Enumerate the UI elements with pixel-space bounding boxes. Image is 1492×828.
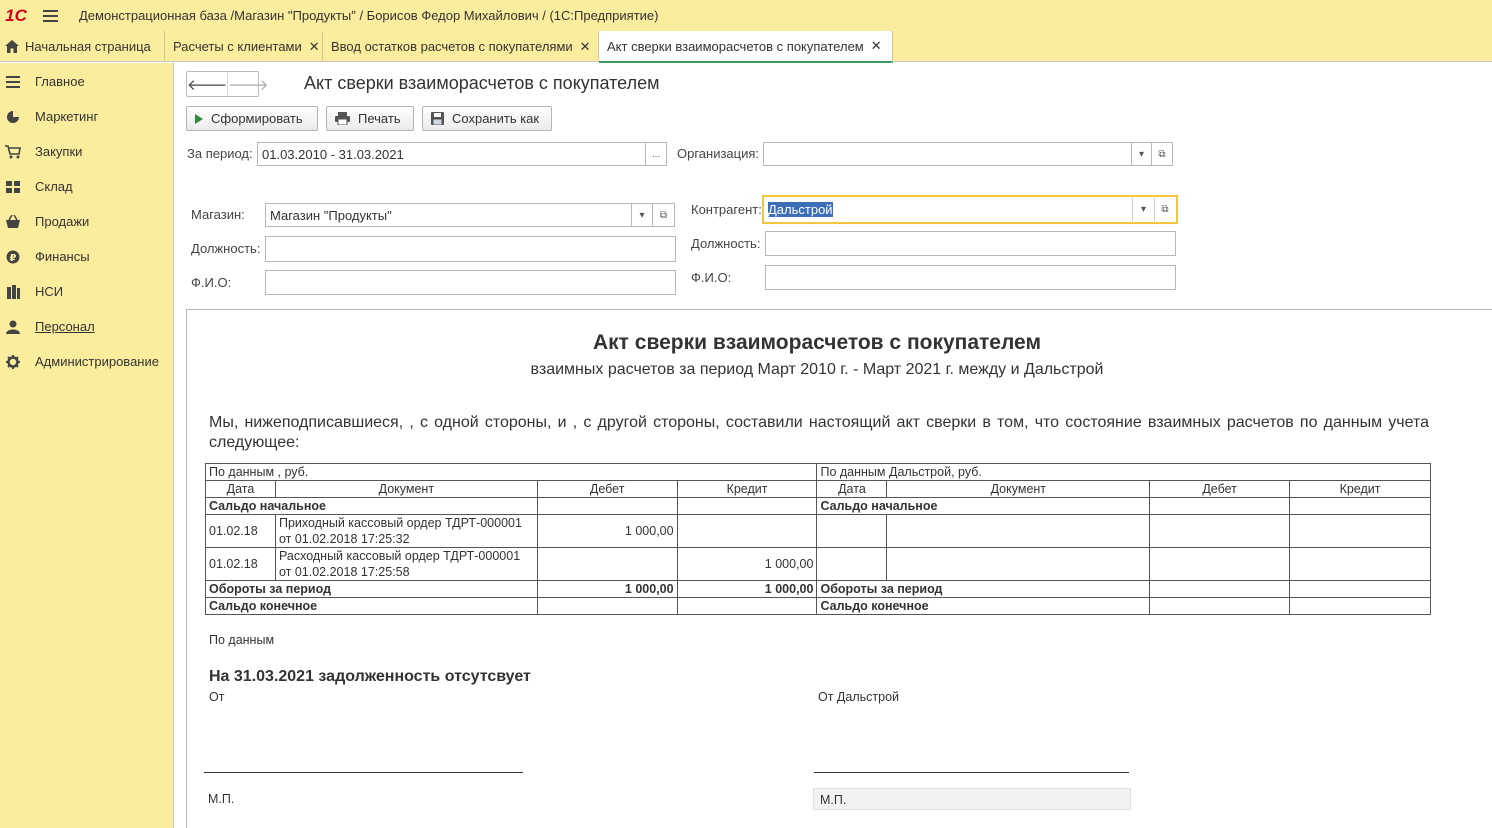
turnover-debit: 1 000,00	[537, 581, 677, 598]
sidebar-item-label: НСИ	[35, 284, 64, 299]
chevron-down-icon[interactable]: ▾	[1131, 142, 1152, 166]
page-title: Акт сверки взаиморасчетов с покупателем	[304, 73, 660, 93]
floppy-icon	[431, 112, 444, 125]
column-header: Кредит	[677, 481, 817, 498]
forward-arrow-icon[interactable]: 🡒	[227, 72, 268, 96]
position-label-left: Должность:	[191, 241, 261, 256]
fio-field-right[interactable]	[765, 265, 1176, 290]
stamp-left-label: М.П.	[208, 792, 235, 806]
play-icon	[195, 114, 203, 124]
column-header: Дебет	[537, 481, 677, 498]
column-header: Кредит	[1290, 481, 1431, 498]
table-header-row	[206, 464, 1431, 481]
turnover-row	[206, 581, 1431, 598]
tab-reconciliation-act[interactable]	[599, 31, 893, 63]
turnover-label: Обороты за период	[817, 581, 1150, 598]
grid-icon	[0, 181, 26, 193]
counterparty-label: Контрагент:	[691, 202, 762, 217]
fio-label-right: Ф.И.О:	[691, 270, 732, 285]
sidebar-item-label: Продажи	[35, 214, 90, 229]
signature-line-left	[204, 772, 523, 773]
table-row	[206, 548, 1431, 581]
reconciliation-table	[205, 463, 1431, 615]
stamp-right-label: М.П.	[820, 793, 847, 807]
row-document[interactable]: Расходный кассовый ордер ТДРТ-000001 от 01.02.2018 17:25:58	[275, 548, 537, 581]
column-header: Дата	[817, 481, 887, 498]
svg-text:₽: ₽	[9, 252, 17, 264]
report-paragraph: Мы, нижеподписавшиеся, , с одной стороны, и , с другой стороны, составили настоящий акт сверки в том, что состояние взаимных расчетов по данным учета следующее:	[209, 414, 1429, 451]
window-title: Демонстрационная база /Магазин "Продукты" / Борисов Федор Михайлович / (1С:Предприятие)	[79, 8, 659, 23]
store-field[interactable]: Магазин "Продукты"	[265, 203, 632, 227]
books-icon	[0, 285, 26, 299]
table-row	[206, 515, 1431, 548]
from-left-label: От	[209, 690, 225, 704]
table-columns-row	[206, 481, 1431, 498]
close-icon[interactable]: ✕	[308, 38, 320, 54]
basket-icon	[0, 215, 26, 228]
opening-balance-label: Сальдо начальное	[206, 498, 538, 515]
sidebar-item-label: Финансы	[35, 249, 90, 264]
turnover-credit: 1 000,00	[677, 581, 817, 598]
back-arrow-icon[interactable]: 🡐	[187, 76, 228, 94]
chevron-down-icon[interactable]: ▾	[1132, 198, 1154, 221]
counterparty-value: Дальстрой	[768, 202, 833, 217]
sidebar-item-marketing[interactable]	[0, 99, 173, 134]
printer-icon	[335, 112, 350, 125]
tabs-bar	[0, 31, 1492, 62]
title-bar	[0, 0, 1492, 31]
open-form-icon[interactable]: ⧉	[652, 203, 675, 227]
opening-balance-label: Сальдо начальное	[817, 498, 1150, 515]
menu-lines-icon	[0, 76, 26, 88]
sidebar-item-purchases[interactable]	[0, 134, 173, 169]
column-header: Дата	[206, 481, 276, 498]
pie-chart-icon	[0, 110, 26, 124]
left-party-header: По данным , руб.	[206, 464, 817, 481]
sidebar-item-personnel[interactable]	[0, 309, 173, 344]
open-form-icon[interactable]: ⧉	[1151, 142, 1173, 166]
sidebar-item-label: Склад	[35, 179, 73, 194]
person-icon	[0, 320, 26, 334]
turnover-label: Обороты за период	[206, 581, 538, 598]
tab-client-settlements[interactable]	[165, 31, 323, 62]
period-select-button[interactable]: ...	[645, 142, 667, 166]
open-form-icon[interactable]: ⧉	[1154, 198, 1175, 221]
sidebar-item-administration[interactable]	[0, 344, 173, 379]
column-header: Документ	[887, 481, 1150, 498]
position-label-right: Должность:	[691, 236, 761, 251]
sidebar-item-sales[interactable]	[0, 204, 173, 239]
debt-statement: На 31.03.2021 задолженность отсутсвует	[209, 668, 531, 685]
column-header: Дебет	[1150, 481, 1290, 498]
sidebar	[0, 63, 174, 828]
report-document[interactable]	[186, 309, 1492, 828]
nav-buttons	[186, 71, 269, 97]
position-field-left[interactable]	[265, 236, 676, 262]
row-debit	[537, 548, 677, 581]
sidebar-item-label: Закупки	[35, 144, 83, 159]
sidebar-item-label: Персонал	[35, 319, 95, 334]
fio-label-left: Ф.И.О:	[191, 275, 232, 290]
tab-label: Акт сверки взаиморасчетов с покупателем	[607, 38, 864, 54]
closing-balance-row	[206, 598, 1431, 615]
sidebar-item-warehouse[interactable]	[0, 169, 173, 204]
close-icon[interactable]: ✕	[870, 38, 882, 53]
1c-logo[interactable]: 1С	[5, 5, 27, 25]
print-label: Печать	[358, 111, 401, 126]
sidebar-item-label: Главное	[35, 74, 85, 89]
row-date: 01.02.18	[206, 548, 276, 581]
counterparty-field[interactable]	[762, 195, 1178, 224]
generate-label: Сформировать	[211, 111, 303, 126]
by-data-label: По данным	[209, 633, 275, 647]
period-field[interactable]: 01.03.2010 - 31.03.2021	[257, 142, 646, 166]
sidebar-item-main[interactable]	[0, 64, 173, 99]
organization-label: Организация:	[677, 146, 760, 161]
row-credit	[677, 515, 817, 548]
sidebar-item-label: Администрирование	[35, 354, 159, 369]
ruble-coin-icon	[0, 250, 26, 264]
tab-opening-balances[interactable]	[323, 31, 599, 62]
from-right-label: От Дальстрой	[818, 690, 900, 704]
close-icon[interactable]: ✕	[579, 38, 591, 54]
tab-label: Расчеты с клиентами	[173, 39, 302, 54]
generate-button[interactable]	[186, 106, 318, 131]
save-as-label: Сохранить как	[452, 111, 540, 126]
cart-icon	[0, 145, 26, 159]
right-party-header: По данным Дальстрой, руб.	[817, 464, 1431, 481]
closing-balance-label: Сальдо конечное	[817, 598, 1150, 615]
sidebar-item-label: Маркетинг	[35, 109, 99, 124]
sidebar-item-nsi[interactable]	[0, 274, 173, 309]
main-menu-icon[interactable]	[32, 0, 68, 31]
stamp-right-cell[interactable]	[813, 788, 1131, 810]
chevron-down-icon[interactable]: ▾	[631, 203, 653, 227]
tab-label: Начальная страница	[25, 39, 151, 54]
print-button[interactable]	[326, 106, 414, 131]
row-document[interactable]: Приходный кассовый ордер ТДРТ-000001 от 01.02.2018 17:25:32	[275, 515, 537, 548]
column-header: Документ	[275, 481, 537, 498]
save-as-button[interactable]	[422, 106, 552, 131]
report-subtitle: взаимных расчетов за период Март 2010 г. - Март 2021 г. между и Дальстрой	[530, 361, 1104, 378]
position-field-right[interactable]	[765, 231, 1176, 256]
store-label: Магазин:	[191, 207, 245, 222]
opening-balance-row	[206, 498, 1431, 515]
report-title: Акт сверки взаиморасчетов с покупателем	[593, 331, 1041, 354]
period-label: За период:	[187, 146, 253, 161]
tab-home[interactable]	[0, 31, 165, 62]
home-icon	[0, 40, 24, 53]
fio-field-left[interactable]	[265, 270, 676, 295]
organization-field[interactable]	[763, 142, 1132, 166]
gear-icon	[0, 355, 26, 369]
row-credit: 1 000,00	[677, 548, 817, 581]
sidebar-item-finance[interactable]	[0, 239, 173, 274]
row-debit: 1 000,00	[537, 515, 677, 548]
row-date: 01.02.18	[206, 515, 276, 548]
closing-balance-label: Сальдо конечное	[206, 598, 538, 615]
signature-line-right	[814, 772, 1129, 773]
tab-label: Ввод остатков расчетов с покупателями	[331, 39, 573, 54]
